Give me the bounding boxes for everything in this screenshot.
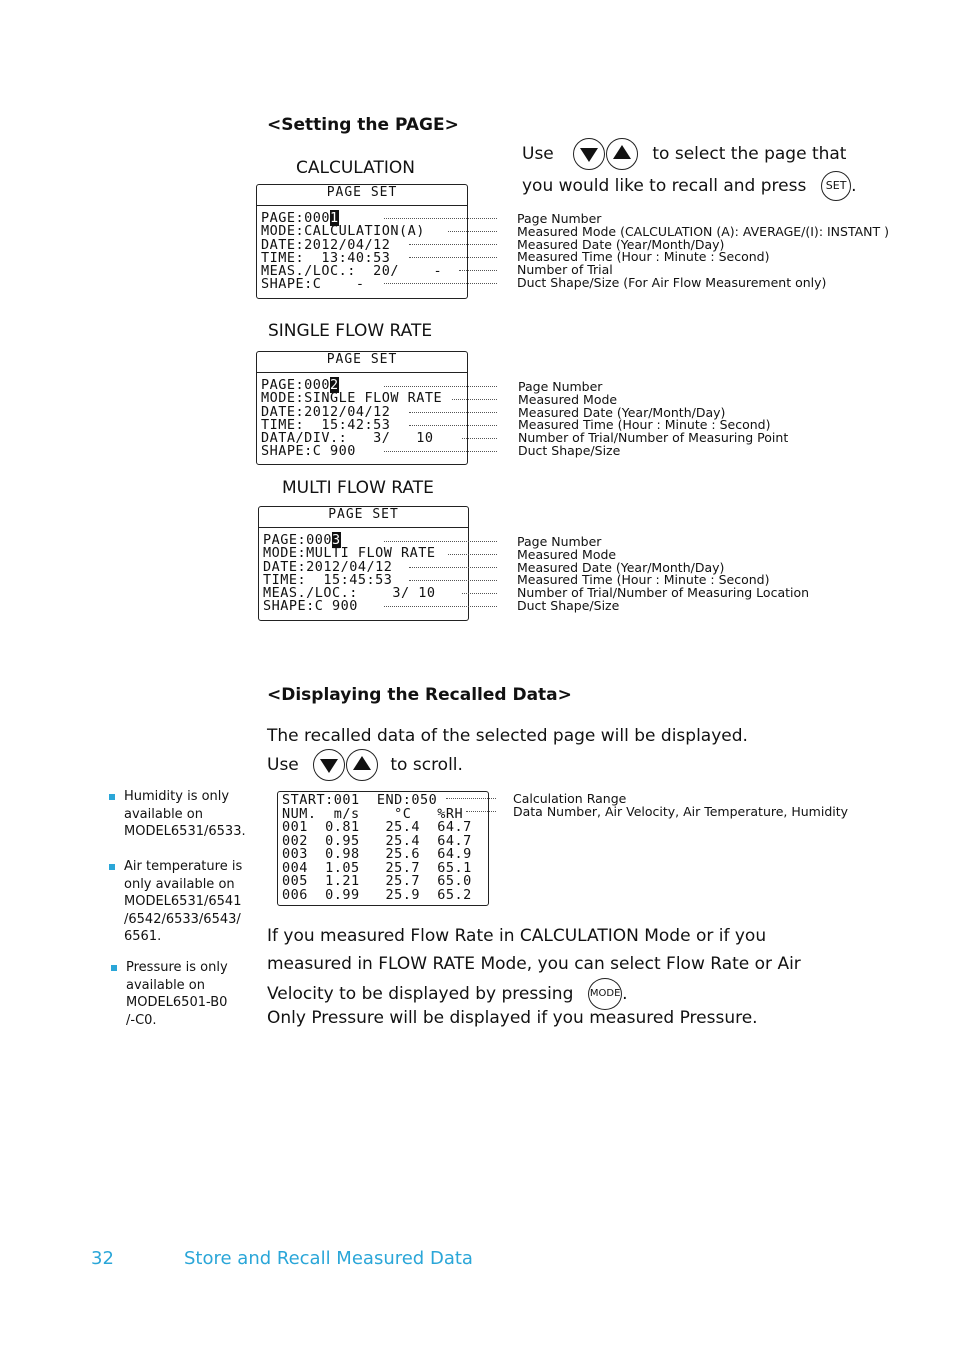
leader-line bbox=[409, 425, 497, 426]
annotation: Number of Trial/Number of Measuring Point bbox=[518, 430, 789, 446]
lcd-line: MODE:CALCULATION(A) bbox=[261, 223, 425, 240]
leader-line bbox=[384, 606, 497, 607]
lcd-line: DATE:2012/04/12 bbox=[261, 403, 391, 420]
paragraph-line-1: If you measured Flow Rate in CALCULATION Mode or if you bbox=[267, 926, 767, 946]
scroll-label: to scroll. bbox=[390, 755, 463, 775]
note-pressure: Pressure is only available on MODEL6501-B0 /-C0. bbox=[126, 959, 228, 1029]
lcd-cursor: 3 bbox=[332, 532, 341, 548]
instruction-line-2-text: you would like to recall and press bbox=[522, 176, 807, 196]
lcd-line: MEAS./LOC.: 3/ 10 bbox=[263, 585, 436, 602]
leader-line bbox=[384, 451, 497, 452]
single-flow-rate-annotations bbox=[518, 380, 788, 457]
annotation: Measured Mode bbox=[517, 546, 617, 562]
paragraph-line-3-end: . bbox=[622, 984, 628, 1004]
instruction-line-1-rest: to select the page that bbox=[652, 144, 847, 164]
instruction-line-2-end: . bbox=[851, 176, 857, 196]
lcd-single-flow-rate bbox=[256, 351, 468, 465]
leader-line bbox=[446, 798, 496, 799]
leader-line bbox=[448, 554, 497, 555]
leader-line bbox=[409, 580, 497, 581]
bullet-icon bbox=[109, 794, 115, 800]
page-number: 32 bbox=[91, 1248, 114, 1269]
lcd-calculation bbox=[256, 184, 468, 299]
scroll-instruction bbox=[267, 749, 463, 781]
lcd-line: DATE:2012/04/12 bbox=[261, 236, 391, 253]
lcd-line: TIME: 15:45:53 bbox=[263, 571, 393, 588]
leader-line bbox=[452, 399, 497, 400]
lcd-header: PAGE SET bbox=[259, 507, 468, 528]
annotation: Measured Time (Hour : Minute : Second) bbox=[518, 417, 771, 433]
lcd-line: TIME: 13:40:53 bbox=[261, 249, 391, 266]
lcd-line: SHAPE:C 900 bbox=[261, 443, 356, 460]
lcd-line: PAGE:0001 bbox=[261, 210, 339, 226]
annotation: Number of Trial/Number of Measuring Location bbox=[517, 585, 810, 601]
lcd-line: PAGE:0003 bbox=[263, 532, 341, 548]
leader-line bbox=[409, 257, 497, 258]
instruction-line-1 bbox=[522, 138, 846, 170]
use-label: Use bbox=[522, 144, 554, 164]
lcd-line: SHAPE:C 900 bbox=[263, 598, 358, 615]
mode-key-icon: MODE bbox=[588, 978, 622, 1010]
leader-line bbox=[462, 593, 497, 594]
bullet-icon bbox=[109, 864, 115, 870]
leader-line bbox=[459, 270, 497, 271]
lcd-line: NUM. m/s °C %RH bbox=[282, 805, 464, 822]
multi-flow-rate-annotations bbox=[517, 535, 809, 612]
multi-flow-rate-title: MULTI FLOW RATE bbox=[282, 478, 434, 498]
annotation: Measured Time (Hour : Minute : Second) bbox=[517, 572, 770, 588]
leader-line bbox=[409, 567, 497, 568]
leader-line bbox=[462, 438, 497, 439]
leader-line bbox=[384, 283, 497, 284]
note-air-temperature: Air temperature is only available on MODEL6531/6541 /6542/6533/6543/ 6561. bbox=[124, 858, 242, 946]
paragraph-line-3-text: Velocity to be displayed by pressing bbox=[267, 984, 574, 1004]
lcd-line: 004 1.05 25.7 65.1 bbox=[282, 859, 472, 876]
footer-title: Store and Recall Measured Data bbox=[184, 1248, 473, 1269]
section-heading-setting-page: <Setting the PAGE> bbox=[267, 115, 459, 135]
down-arrow-icon bbox=[573, 138, 605, 170]
annotation: Page Number bbox=[517, 211, 602, 226]
calculation-title: CALCULATION bbox=[296, 158, 415, 178]
paragraph-line-4: Only Pressure will be displayed if you measured Pressure. bbox=[267, 1008, 758, 1028]
recalled-data-line: The recalled data of the selected page will be displayed. bbox=[267, 726, 748, 746]
lcd-line: PAGE:0002 bbox=[261, 377, 339, 393]
annotation: Measured Mode bbox=[518, 391, 618, 407]
data-screen-annotations bbox=[513, 792, 848, 818]
annotation: Page Number bbox=[518, 379, 603, 394]
lcd-line: MODE:SINGLE FLOW RATE bbox=[261, 390, 443, 407]
lcd-line: 003 0.98 25.6 64.9 bbox=[282, 846, 472, 862]
annotation: Measured Mode (CALCULATION (A): AVERAGE/(I): INSTANT ) bbox=[517, 223, 890, 239]
note-humidity: Humidity is only available on MODEL6531/6533. bbox=[124, 788, 246, 841]
annotation: Measured Date (Year/Month/Day) bbox=[517, 559, 725, 575]
section-heading-displaying-recalled-data: <Displaying the Recalled Data> bbox=[267, 685, 572, 705]
lcd-line: 002 0.95 25.4 64.7 bbox=[282, 832, 472, 849]
leader-line bbox=[384, 541, 497, 542]
use-label: Use bbox=[267, 755, 299, 775]
leader-line bbox=[384, 218, 497, 219]
lcd-multi-flow-rate bbox=[258, 506, 469, 621]
leader-line bbox=[409, 412, 497, 413]
lcd-line: 006 0.99 25.9 65.2 bbox=[282, 886, 472, 903]
lcd-header: PAGE SET bbox=[257, 185, 467, 206]
annotation: Measured Date (Year/Month/Day) bbox=[518, 404, 726, 420]
annotation: Number of Trial bbox=[517, 262, 613, 278]
lcd-line: START:001 END:050 bbox=[282, 792, 438, 808]
leader-line bbox=[409, 244, 497, 245]
leader-line bbox=[466, 811, 496, 812]
annotation: Measured Date (Year/Month/Day) bbox=[517, 236, 725, 252]
annotation: Data Number, Air Velocity, Air Temperature, Humidity bbox=[513, 803, 849, 819]
lcd-line: 001 0.81 25.4 64.7 bbox=[282, 819, 472, 835]
lcd-line: MEAS./LOC.: 20/ - bbox=[261, 263, 443, 280]
lcd-line: SHAPE:C - bbox=[261, 276, 365, 293]
annotation: Measured Time (Hour : Minute : Second) bbox=[517, 249, 770, 265]
lcd-line: MODE:MULTI FLOW RATE bbox=[263, 545, 436, 562]
lcd-line: 005 1.21 25.7 65.0 bbox=[282, 873, 472, 889]
annotation: Page Number bbox=[517, 534, 602, 549]
up-arrow-icon bbox=[346, 749, 378, 781]
lcd-recalled-data bbox=[277, 791, 489, 906]
paragraph-line-2: measured in FLOW RATE Mode, you can select Flow Rate or Air bbox=[267, 954, 801, 974]
annotation: Duct Shape/Size bbox=[517, 597, 620, 613]
calculation-annotations bbox=[517, 212, 889, 289]
lcd-cursor: 2 bbox=[330, 377, 339, 393]
annotation: Calculation Range bbox=[513, 791, 627, 806]
single-flow-rate-title: SINGLE FLOW RATE bbox=[268, 321, 433, 341]
lcd-line: TIME: 15:42:53 bbox=[261, 416, 391, 433]
leader-line bbox=[384, 386, 497, 387]
lcd-line: DATA/DIV.: 3/ 10 bbox=[261, 430, 434, 447]
annotation: Duct Shape/Size bbox=[518, 442, 621, 458]
lcd-cursor: 1 bbox=[330, 210, 339, 226]
set-key-icon: SET bbox=[821, 171, 851, 201]
bullet-icon bbox=[111, 965, 117, 971]
lcd-line: DATE:2012/04/12 bbox=[263, 558, 393, 575]
up-arrow-icon bbox=[606, 138, 638, 170]
leader-line bbox=[448, 231, 497, 232]
instruction-line-2 bbox=[522, 171, 857, 201]
lcd-header: PAGE SET bbox=[257, 352, 467, 373]
annotation: Duct Shape/Size (For Air Flow Measurement only) bbox=[517, 274, 827, 290]
down-arrow-icon bbox=[313, 749, 345, 781]
